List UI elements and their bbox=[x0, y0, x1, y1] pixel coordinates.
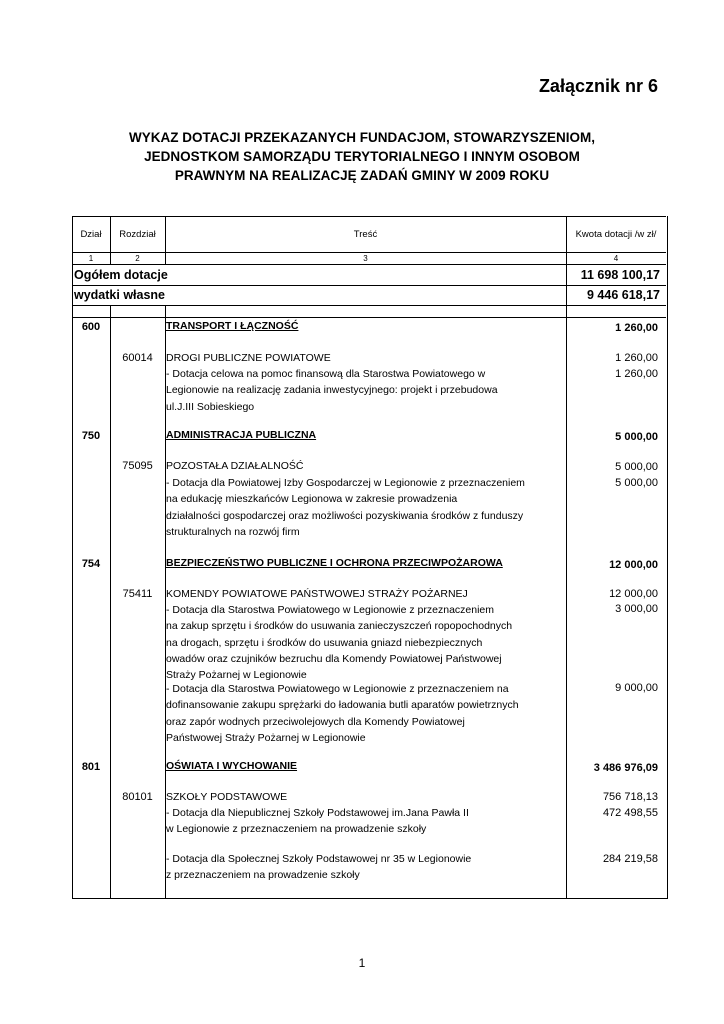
item-line: - Dotacja celowa na pomoc finansową dla Starostwa Powiatowego w bbox=[166, 368, 486, 380]
subsection-amount: 5 000,00 bbox=[615, 461, 658, 473]
section-name: OŚWIATA I WYCHOWANIE bbox=[166, 760, 298, 772]
header-tresc: Treść bbox=[353, 229, 378, 240]
table-divider bbox=[72, 264, 666, 265]
item-line: na zakup sprzętu i środków do usuwania zanieczyszczeń ropopochodnych bbox=[166, 620, 513, 633]
column-number: 3 bbox=[363, 254, 368, 263]
item-description bbox=[166, 681, 519, 746]
item-description bbox=[166, 602, 512, 683]
item-line: z przeznaczeniem na prowadzenie szkoły bbox=[166, 869, 360, 882]
item-line: strukturalnych na rozwój firm bbox=[166, 525, 300, 538]
item-line: dofinansowanie zakupu sprężarki do ładowania butli aparatów powietrznych bbox=[166, 699, 519, 712]
header-kwota: Kwota dotacji /w zł/ bbox=[575, 229, 657, 240]
column-divider bbox=[566, 305, 567, 898]
title-line: JEDNOSTKOM SAMORZĄDU TERYTORIALNEGO I INNYM OSOBOM bbox=[144, 149, 580, 164]
subsection-name: SZKOŁY PODSTAWOWE bbox=[166, 791, 288, 803]
item-description bbox=[166, 851, 471, 884]
rozdzial-code: 60014 bbox=[122, 352, 153, 364]
header-dzial: Dział bbox=[80, 229, 102, 240]
document-title bbox=[72, 128, 652, 185]
item-amount: 3 000,00 bbox=[615, 603, 658, 615]
total-label: Ogółem dotacje bbox=[74, 268, 168, 282]
item-line: - Dotacja dla Społecznej Szkoły Podstawowej nr 35 w Legionowie bbox=[166, 853, 472, 865]
item-line: ul.J.III Sobieskiego bbox=[166, 400, 255, 413]
table-divider bbox=[72, 216, 666, 217]
dzial-code: 600 bbox=[81, 321, 101, 333]
item-line: Państwowej Straży Pożarnej w Legionowie bbox=[166, 731, 366, 744]
item-description bbox=[166, 805, 469, 838]
item-line: na drogach, sprzętu i środków do usuwania gniazd niebezpiecznych bbox=[166, 636, 483, 649]
section-name: BEZPIECZEŃSTWO PUBLICZNE I OCHRONA PRZECIWPOŻAROWA bbox=[166, 557, 503, 569]
column-number: 1 bbox=[88, 254, 94, 263]
table-divider bbox=[72, 317, 666, 318]
item-line: na edukację mieszkańców Legionowa w zakresie prowadzenia bbox=[166, 493, 458, 506]
column-number: 2 bbox=[135, 254, 140, 263]
section-amount: 5 000,00 bbox=[615, 431, 658, 443]
subsection-name: DROGI PUBLICZNE POWIATOWE bbox=[166, 352, 331, 364]
subsection-amount: 12 000,00 bbox=[609, 588, 658, 600]
title-line: WYKAZ DOTACJI PRZEKAZANYCH FUNDACJOM, STOWARZYSZENIOM, bbox=[128, 130, 595, 145]
item-line: owadów oraz czujników bezruchu dla Komendy Powiatowej Państwowej bbox=[166, 652, 502, 665]
subsection-amount: 756 718,13 bbox=[602, 791, 658, 803]
item-description bbox=[166, 475, 525, 540]
item-line: w Legionowie z przeznaczeniem na prowadzenie szkoły bbox=[166, 823, 427, 836]
subsection-amount: 1 260,00 bbox=[615, 352, 658, 364]
item-amount: 472 498,55 bbox=[602, 807, 658, 819]
table-divider bbox=[72, 305, 666, 306]
rozdzial-code: 75095 bbox=[122, 460, 153, 472]
table-divider bbox=[72, 252, 666, 253]
item-line: - Dotacja dla Niepublicznej Szkoły Podstawowej im.Jana Pawła II bbox=[166, 807, 469, 819]
dzial-code: 801 bbox=[81, 761, 101, 773]
total-value: 11 698 100,17 bbox=[580, 268, 660, 282]
own-expenses-value: 9 446 618,17 bbox=[587, 288, 660, 302]
item-description bbox=[166, 366, 498, 415]
item-amount: 5 000,00 bbox=[615, 477, 658, 489]
own-expenses-label: wydatki własne bbox=[74, 288, 166, 302]
column-number: 4 bbox=[613, 254, 619, 263]
subsection-name: KOMENDY POWIATOWE PAŃSTWOWEJ STRAŻY POŻARNEJ bbox=[166, 588, 468, 600]
column-divider bbox=[110, 305, 111, 898]
item-line: - Dotacja dla Powiatowej Izby Gospodarczej w Legionowie z przeznaczeniem bbox=[166, 477, 525, 489]
item-amount: 284 219,58 bbox=[602, 853, 658, 865]
section-name: TRANSPORT I ŁĄCZNOŚĆ bbox=[166, 320, 299, 332]
item-line: Straży Pożarnej w Legionowie bbox=[166, 669, 307, 682]
section-amount: 12 000,00 bbox=[609, 559, 658, 571]
title-line: PRAWNYM NA REALIZACJĘ ZADAŃ GMINY W 2009 ROKU bbox=[174, 168, 550, 183]
annex-label: Załącznik nr 6 bbox=[538, 76, 658, 96]
rozdzial-code: 80101 bbox=[122, 791, 153, 803]
subsection-name: POZOSTAŁA DZIAŁALNOŚĆ bbox=[166, 460, 304, 472]
item-line: - Dotacja dla Starostwa Powiatowego w Legionowie z przeznaczeniem na bbox=[166, 683, 509, 695]
section-name: ADMINISTRACJA PUBLICZNA bbox=[166, 429, 317, 441]
dzial-code: 750 bbox=[81, 430, 101, 442]
page-number: 1 bbox=[358, 956, 366, 970]
section-amount: 3 486 976,09 bbox=[593, 762, 658, 774]
section-amount: 1 260,00 bbox=[615, 322, 658, 334]
item-line: Legionowie na realizację zadania inwestycyjnego: projekt i przebudowa bbox=[166, 384, 498, 397]
item-line: działalności gospodarczej oraz możliwości pozyskiwania środków z funduszy bbox=[166, 509, 524, 522]
rozdzial-code: 75411 bbox=[122, 588, 153, 600]
dzial-code: 754 bbox=[81, 558, 101, 570]
item-amount: 1 260,00 bbox=[615, 368, 658, 380]
header-rozdzial: Rozdział bbox=[119, 229, 156, 240]
item-line: - Dotacja dla Starostwa Powiatowego w Legionowie z przeznaczeniem bbox=[166, 604, 495, 616]
item-line: oraz zapór wodnych przeciwolejowych dla Komendy Powiatowej bbox=[166, 715, 465, 728]
table-divider bbox=[72, 285, 666, 286]
column-divider bbox=[566, 264, 567, 305]
item-amount: 9 000,00 bbox=[615, 682, 658, 694]
